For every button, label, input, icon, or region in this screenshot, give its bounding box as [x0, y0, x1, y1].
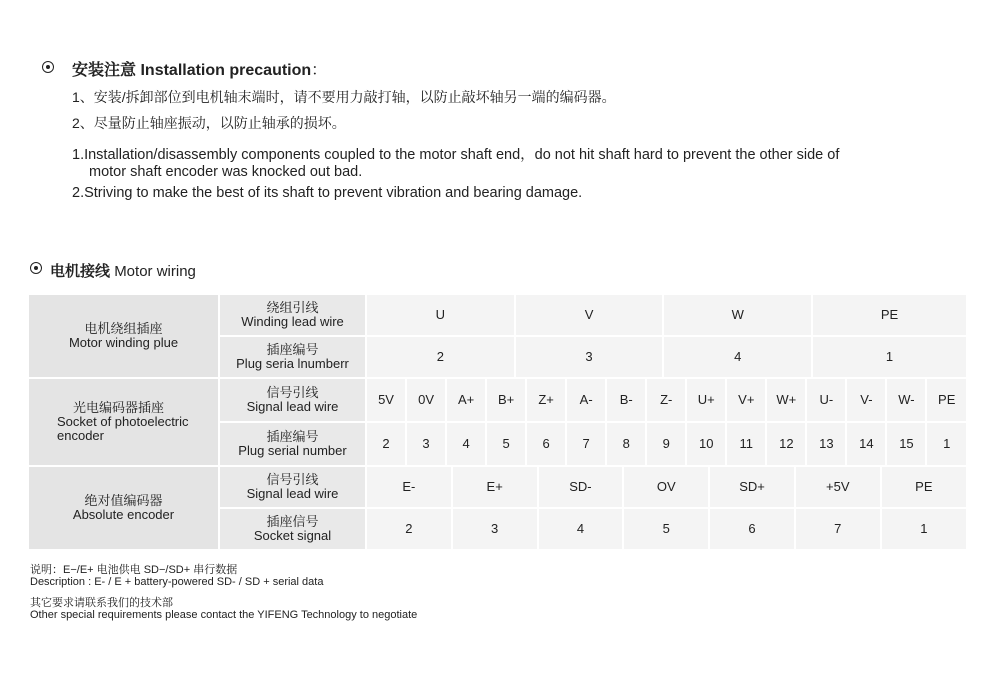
- cell: 1: [812, 336, 967, 378]
- cell: 2: [366, 422, 406, 466]
- winding-lead-zh: 绕组引线: [266, 300, 319, 315]
- cell: 14: [846, 422, 886, 466]
- cell: 4: [446, 422, 486, 466]
- abs-signal-lead-en: Signal lead wire: [246, 486, 339, 501]
- cell: 9: [646, 422, 686, 466]
- cell: 7: [795, 508, 881, 550]
- cell: 5: [486, 422, 526, 466]
- installation-title-zh: 安装注意: [72, 62, 137, 79]
- cell: E-: [366, 466, 452, 508]
- note-contact-en: Other special requirements please contact the YIFENG Technology to negotiate: [30, 609, 418, 621]
- cell: W: [663, 294, 812, 336]
- table-row: [28, 294, 967, 336]
- photoelectric-label: [28, 378, 219, 466]
- plug-serial-header: [219, 336, 366, 378]
- cell: U-: [806, 378, 846, 422]
- signal-lead-en: Signal lead wire: [246, 399, 339, 414]
- plug-serial-number-header: [219, 422, 366, 466]
- wiring-heading: [50, 260, 196, 281]
- cell: Z-: [646, 378, 686, 422]
- cell: 3: [406, 422, 446, 466]
- section-bullet-icon: [42, 61, 54, 73]
- abs-signal-lead-header: [219, 466, 366, 508]
- cell: E+: [452, 466, 538, 508]
- cell: 10: [686, 422, 726, 466]
- signal-lead-header: [219, 378, 366, 422]
- abs-signal-lead-zh: 信号引线: [266, 472, 319, 487]
- plug-serial-en: Plug seria lnumberr: [236, 356, 349, 371]
- table-row: [28, 466, 967, 508]
- wiring-table: [27, 293, 968, 551]
- en-item-1-line-2: motor shaft encoder was knocked out bad.: [89, 164, 363, 180]
- winding-lead-en: Winding lead wire: [241, 314, 344, 329]
- cell: B+: [486, 378, 526, 422]
- note-description-zh: 说明：E−/E+ 电池供电 SD−/SD+ 串行数据: [30, 564, 238, 576]
- cell: 5V: [366, 378, 406, 422]
- cell: 1: [881, 508, 967, 550]
- plug-serial-zh: 插座编号: [266, 342, 319, 357]
- cell: W+: [766, 378, 806, 422]
- cell: V: [515, 294, 664, 336]
- cell: 3: [515, 336, 664, 378]
- cell: V-: [846, 378, 886, 422]
- cell: 4: [663, 336, 812, 378]
- cell: PE: [881, 466, 967, 508]
- socket-signal-header: [219, 508, 366, 550]
- absolute-label-en: Absolute encoder: [72, 507, 175, 522]
- plug-serial-number-zh: 插座编号: [266, 429, 319, 444]
- cell: OV: [623, 466, 709, 508]
- cell: A+: [446, 378, 486, 422]
- cell: 6: [709, 508, 795, 550]
- cell: SD+: [709, 466, 795, 508]
- cell: 15: [886, 422, 926, 466]
- cell: 8: [606, 422, 646, 466]
- cell: SD-: [538, 466, 624, 508]
- socket-signal-en: Socket signal: [253, 528, 332, 543]
- absolute-label-zh: 绝对值编码器: [84, 493, 163, 508]
- zh-item-1: 1、安装/拆卸部位到电机轴末端时，请不要用力敲打轴，以防止敲坏轴另一端的编码器。: [72, 89, 616, 105]
- en-item-1-line-1: 1.Installation/disassembly components coupled to the motor shaft end，do not hit shaft hard to prevent the other side of: [72, 147, 840, 163]
- note-contact-zh: 其它要求请联系我们的技术部: [30, 597, 173, 609]
- zh-item-2: 2、尽量防止轴座振动，以防止轴承的损坏。: [72, 115, 346, 131]
- photoelectric-label-en-1: Socket of photoelectric: [57, 414, 189, 429]
- winding-lead-header: [219, 294, 366, 336]
- section-bullet-icon: [30, 262, 42, 274]
- cell: 5: [623, 508, 709, 550]
- cell: B-: [606, 378, 646, 422]
- cell: 4: [538, 508, 624, 550]
- socket-signal-zh: 插座信号: [266, 514, 319, 529]
- cell: 11: [726, 422, 766, 466]
- installation-heading: [72, 57, 327, 80]
- cell: W-: [886, 378, 926, 422]
- installation-title-en: Installation precaution: [140, 62, 312, 79]
- installation-title-colon: ：: [311, 62, 328, 79]
- cell: 0V: [406, 378, 446, 422]
- wiring-title-en: Motor wiring: [114, 263, 196, 280]
- cell: Z+: [526, 378, 566, 422]
- cell: +5V: [795, 466, 881, 508]
- cell: 7: [566, 422, 606, 466]
- signal-lead-zh: 信号引线: [266, 385, 319, 400]
- motor-winding-label: [28, 294, 219, 378]
- cell: A-: [566, 378, 606, 422]
- cell: V+: [726, 378, 766, 422]
- photoelectric-label-zh: 光电编码器插座: [73, 400, 165, 415]
- wiring-title-zh: 电机接线: [50, 263, 111, 280]
- motor-winding-label-en: Motor winding plue: [68, 335, 179, 350]
- cell: 2: [366, 336, 515, 378]
- photoelectric-label-en-2: encoder: [57, 428, 104, 443]
- table-row: [28, 378, 967, 422]
- cell: 3: [452, 508, 538, 550]
- cell: U: [366, 294, 515, 336]
- cell: 2: [366, 508, 452, 550]
- cell: PE: [926, 378, 967, 422]
- absolute-encoder-label: [28, 466, 219, 550]
- cell: 1: [926, 422, 967, 466]
- motor-winding-label-zh: 电机绕组插座: [84, 321, 163, 336]
- note-description-en: Description : E- / E + battery-powered SD- / SD + serial data: [30, 576, 324, 588]
- plug-serial-number-en: Plug serial number: [238, 443, 347, 458]
- cell: PE: [812, 294, 967, 336]
- cell: 6: [526, 422, 566, 466]
- cell: 12: [766, 422, 806, 466]
- cell: U+: [686, 378, 726, 422]
- en-item-2: 2.Striving to make the best of its shaft to prevent vibration and bearing damage.: [72, 185, 583, 201]
- cell: 13: [806, 422, 846, 466]
